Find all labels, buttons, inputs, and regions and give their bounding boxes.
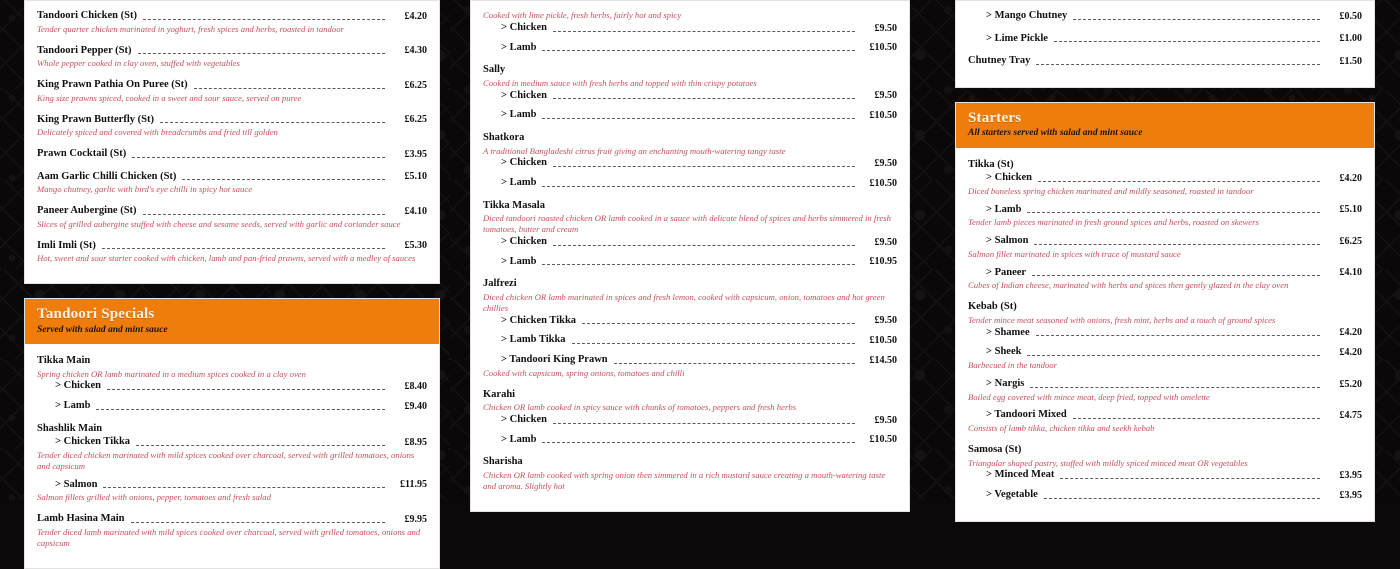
sundries-card: [955, 0, 1375, 88]
section-body: [956, 148, 1374, 521]
menu-item-description: Consists of lamb tikka, chicken tikka and seekh kebab: [968, 423, 1362, 434]
leader-dots: [1027, 354, 1320, 356]
menu-group: [968, 443, 1362, 502]
menu-option: [968, 234, 1362, 260]
menu-group-title: Karahi: [483, 388, 897, 402]
menu-item-name: > Lamb: [483, 255, 536, 269]
menu-option-row[interactable]: [483, 108, 897, 122]
menu-item: [37, 78, 427, 104]
leader-dots: [542, 185, 855, 187]
menu-item-description: Tender diced lamb marinated with mild spices cooked over charcoal, served with grilled tomatoes, onions and capsicum: [37, 527, 427, 549]
menu-option-row[interactable]: [968, 345, 1362, 359]
menu-item-name: Chutney Tray: [968, 54, 1030, 68]
menu-group: [483, 388, 897, 447]
menu-option-row[interactable]: [37, 399, 427, 413]
section-subtitle: Served with salad and mint sauce: [37, 325, 427, 336]
menu-item-name: > Lamb Tikka: [483, 333, 566, 347]
menu-option-row[interactable]: [483, 235, 897, 249]
menu-item-row[interactable]: [37, 239, 427, 253]
menu-option-row[interactable]: [483, 255, 897, 269]
menu-item-description: Cubes of Indian cheese, marinated with herbs and spices then gently glazed in the clay oven: [968, 280, 1362, 291]
menu-item-description: Tender diced chicken marinated with mild spices cooked over charcoal, served with grilled tomatoes, onions and capsicum: [37, 450, 427, 472]
menu-group: [968, 158, 1362, 292]
menu-option: [968, 468, 1362, 482]
menu-option-row[interactable]: [968, 171, 1362, 185]
menu-option: [37, 399, 427, 413]
menu-option: [968, 171, 1362, 197]
leader-dots: [136, 444, 385, 446]
leader-dots: [138, 52, 385, 54]
section-header: [25, 299, 439, 344]
menu-item-description: Barbecued in the tandoor: [968, 360, 1362, 371]
leader-dots: [1032, 274, 1320, 276]
menu-item-price: £11.95: [391, 478, 427, 491]
menu-item-price: £5.20: [1326, 378, 1362, 391]
menu-item-name: > Chicken: [483, 89, 547, 103]
menu-group: [37, 354, 427, 413]
leader-dots: [1038, 180, 1320, 182]
leader-dots: [1036, 334, 1320, 336]
menu-item-price: £0.50: [1326, 10, 1362, 23]
menu-item-description: Triangular shaped pastry, stuffed with mildly spiced minced meat OR vegetables: [968, 458, 1362, 469]
menu-item-price: £6.25: [1326, 235, 1362, 248]
menu-group-title: Shashlik Main: [37, 422, 427, 436]
menu-group-title: Kebab (St): [968, 300, 1362, 314]
menu-item-name: > Lamb: [483, 41, 536, 55]
menu-group: [483, 199, 897, 269]
menu-item-price: £3.95: [391, 148, 427, 161]
tandoori-specials-section: [24, 298, 440, 568]
menu-item-description: Slices of grilled aubergine stuffed with cheese and sesame seeds, served with garlic and coriander sauce: [37, 219, 427, 230]
menu-item-name: > Lamb: [37, 399, 90, 413]
menu-item-description: Chicken OR lamb cooked in spicy sauce with chunks of tomatoes, peppers and fresh herbs: [483, 402, 897, 413]
section-header: [956, 103, 1374, 148]
menu-item-price: £10.50: [861, 433, 897, 446]
menu-option: [483, 176, 897, 190]
menu-item-name: Imli Imli (St): [37, 239, 96, 253]
menu-item-price: £9.50: [861, 22, 897, 35]
menu-item-price: £4.10: [1326, 266, 1362, 279]
menu-item-price: £10.50: [861, 334, 897, 347]
menu-item-name: > Chicken Tikka: [483, 314, 576, 328]
leader-dots: [107, 388, 385, 390]
menu-item-price: £1.00: [1326, 32, 1362, 45]
menu-group: [483, 455, 897, 491]
menu-item-name: > Minced Meat: [968, 468, 1054, 482]
menu-item-row[interactable]: [968, 9, 1362, 23]
menu-item: [968, 54, 1362, 68]
menu-item-row[interactable]: [37, 170, 427, 184]
menu-group-title: Tikka Main: [37, 354, 427, 368]
menu-item-name: > Chicken Tikka: [37, 435, 130, 449]
menu-group: [483, 277, 897, 378]
menu-group: [483, 10, 897, 54]
menu-item-name: Aam Garlic Chilli Chicken (St): [37, 170, 176, 184]
menu-item-name: Tandoori Chicken (St): [37, 9, 137, 23]
menu-group-title: Jalfrezi: [483, 277, 897, 291]
menu-item-description: Tender lamb pieces marinated in fresh ground spices and herbs, roasted on skewers: [968, 217, 1362, 228]
menu-item-description: Mango chutney, garlic with bird's eye chilli in spicy hot sauce: [37, 184, 427, 195]
menu-item-name: > Chicken: [968, 171, 1032, 185]
leader-dots: [1054, 40, 1320, 42]
menu-item-name: Lamb Hasina Main: [37, 512, 125, 526]
menu-item-price: £9.50: [861, 89, 897, 102]
menu-item-description: Chicken OR lamb cooked with spring onion then simmered in a rich mustard sauce creating a mouth-watering taste and aroma. Slightly hot: [483, 470, 897, 492]
menu-item-name: > Shamee: [968, 326, 1030, 340]
menu-item-price: £4.20: [391, 10, 427, 23]
leader-dots: [1034, 243, 1320, 245]
menu-item-price: £1.50: [1326, 55, 1362, 68]
leader-dots: [553, 244, 855, 246]
leader-dots: [143, 18, 385, 20]
menu-column-middle: [470, 0, 910, 512]
menu-item-name: > Tandoori Mixed: [968, 408, 1067, 422]
menu-item: [37, 147, 427, 161]
menu-option: [37, 435, 427, 471]
menu-option: [483, 89, 897, 103]
leader-dots: [96, 408, 385, 410]
menu-item-name: Paneer Aubergine (St): [37, 204, 137, 218]
leader-dots: [1030, 386, 1320, 388]
leader-dots: [102, 247, 385, 249]
menu-option: [968, 345, 1362, 371]
menu-item-description: Diced chicken OR lamb marinated in spices and fresh lemon, cooked with capsicum, onion, tomatoes and hot green chillies: [483, 292, 897, 314]
menu-option: [968, 377, 1362, 403]
menu-option-row[interactable]: [968, 203, 1362, 217]
menu-item-row[interactable]: [968, 54, 1362, 68]
menu-item-price: £10.50: [861, 41, 897, 54]
leader-dots: [542, 263, 855, 265]
menu-item-name: > Chicken: [483, 413, 547, 427]
menu-option-row[interactable]: [968, 266, 1362, 280]
menu-item-name: King Prawn Butterfly (St): [37, 113, 154, 127]
menu-item-row[interactable]: [37, 44, 427, 58]
menu-item: [37, 113, 427, 139]
menu-item-description: A traditional Bangladeshi citrus fruit giving an enchanting mouth-watering tangy taste: [483, 146, 897, 157]
menu-option-row[interactable]: [483, 89, 897, 103]
menu-item-name: > Mango Chutney: [968, 9, 1067, 23]
menu-option-row[interactable]: [483, 176, 897, 190]
menu-column-right: [955, 0, 1375, 522]
menu-option: [968, 408, 1362, 434]
leader-dots: [1073, 18, 1320, 20]
menu-item-price: £10.50: [861, 177, 897, 190]
menu-option: [483, 314, 897, 328]
leader-dots: [1060, 477, 1320, 479]
menu-item: [37, 239, 427, 265]
menu-item-row[interactable]: [37, 9, 427, 23]
leader-dots: [1073, 417, 1320, 419]
menu-option-row[interactable]: [483, 314, 897, 328]
section-subtitle: All starters served with salad and mint sauce: [968, 128, 1362, 139]
section-title: Tandoori Specials: [37, 306, 427, 323]
menu-group: [483, 131, 897, 190]
menu-group: [483, 63, 897, 122]
menu-option-row[interactable]: [483, 353, 897, 367]
menu-item-description: Tender quarter chicken marinated in yoghurt, fresh spices and herbs, roasted in tandoor: [37, 24, 427, 35]
menu-group-title: Sharisha: [483, 455, 897, 469]
menu-option-row[interactable]: [483, 21, 897, 35]
menu-item: [37, 170, 427, 196]
menu-group-title: Tikka Masala: [483, 199, 897, 213]
menu-option: [483, 156, 897, 170]
menu-item-description: Delicately spiced and covered with breadcrumbs and fried till golden: [37, 127, 427, 138]
menu-option-row[interactable]: [483, 413, 897, 427]
menu-item-description: Spring chicken OR lamb marinated in a medium spices cooked in a clay oven: [37, 369, 427, 380]
menu-item-name: Prawn Cocktail (St): [37, 147, 126, 161]
menu-option-row[interactable]: [37, 478, 427, 492]
menu-option-row[interactable]: [483, 41, 897, 55]
menu-item-name: Tandoori Pepper (St): [37, 44, 132, 58]
menu-item-name: > Nargis: [968, 377, 1024, 391]
menu-item-name: > Lamb: [968, 203, 1021, 217]
menu-item-price: £6.25: [391, 79, 427, 92]
leader-dots: [553, 97, 855, 99]
menu-option-row[interactable]: [968, 408, 1362, 422]
menu-item-price: £9.95: [391, 513, 427, 526]
leader-dots: [1027, 211, 1320, 213]
menu-option: [483, 413, 897, 427]
menu-option: [483, 108, 897, 122]
menu-item-row[interactable]: [968, 32, 1362, 46]
menu-item-description: Cooked with lime pickle, fresh herbs, fairly hot and spicy: [483, 10, 897, 21]
leader-dots: [160, 121, 385, 123]
leader-dots: [143, 213, 385, 215]
menu-item-price: £5.10: [1326, 203, 1362, 216]
menu-option-row[interactable]: [37, 435, 427, 449]
menu-item-price: £8.95: [391, 436, 427, 449]
leader-dots: [542, 441, 855, 443]
menu-item: [968, 32, 1362, 46]
menu-option-row[interactable]: [483, 433, 897, 447]
menu-option: [968, 266, 1362, 292]
menu-item-price: £9.50: [861, 414, 897, 427]
menu-item: [37, 44, 427, 70]
menu-item-price: £9.50: [861, 157, 897, 170]
menu-item-price: £10.50: [861, 109, 897, 122]
menu-item-price: £8.40: [391, 380, 427, 393]
menu-item-description: Tender mince meat seasoned with onions, fresh mint, herbs and a touch of ground spices: [968, 315, 1362, 326]
menu-option: [483, 353, 897, 379]
menu-option-row[interactable]: [968, 234, 1362, 248]
menu-option-row[interactable]: [968, 326, 1362, 340]
menu-item-description: Diced boneless spring chicken marinated and mildly seasoned, roasted in tandoor: [968, 186, 1362, 197]
menu-item-name: > Lamb: [483, 108, 536, 122]
menu-option: [483, 41, 897, 55]
leader-dots: [553, 30, 855, 32]
menu-item-row[interactable]: [37, 204, 427, 218]
menu-option: [483, 21, 897, 35]
main-dishes-card: [470, 0, 910, 512]
menu-item-name: > Chicken: [483, 235, 547, 249]
leader-dots: [182, 178, 385, 180]
menu-option: [483, 433, 897, 447]
menu-item-price: £4.10: [391, 205, 427, 218]
menu-item-description: Cooked with capsicum, spring onions, tomatoes and chilli: [483, 368, 897, 379]
menu-item-price: £3.95: [1326, 469, 1362, 482]
menu-option-row[interactable]: [483, 333, 897, 347]
menu-item-name: King Prawn Pathia On Puree (St): [37, 78, 188, 92]
leader-dots: [1036, 63, 1320, 65]
menu-option: [968, 203, 1362, 229]
leader-dots: [582, 322, 855, 324]
menu-item-price: £5.30: [391, 239, 427, 252]
leader-dots: [542, 49, 855, 51]
menu-item-name: > Tandoori King Prawn: [483, 353, 608, 367]
menu-option: [483, 333, 897, 347]
leader-dots: [572, 342, 855, 344]
menu-option: [483, 235, 897, 249]
menu-item-price: £9.50: [861, 314, 897, 327]
menu-item-price: £3.95: [1326, 489, 1362, 502]
menu-item-price: £4.20: [1326, 326, 1362, 339]
menu-item-price: £9.50: [861, 236, 897, 249]
menu-item-description: Salmon fillets grilled with onions, pepper, tomatoes and fresh salad: [37, 492, 427, 503]
menu-item-name: > Salmon: [968, 234, 1028, 248]
menu-item-price: £4.20: [1326, 172, 1362, 185]
menu-group-title: Samosa (St): [968, 443, 1362, 457]
menu-option: [37, 379, 427, 393]
menu-group: [37, 422, 427, 504]
leader-dots: [542, 117, 855, 119]
menu-item: [37, 204, 427, 230]
menu-item-row[interactable]: [37, 78, 427, 92]
menu-item-description: Salmon fillet marinated in spices with trace of mustard sauce: [968, 249, 1362, 260]
menu-item-name: > Chicken: [37, 379, 101, 393]
leader-dots: [132, 156, 385, 158]
menu-item-name: > Sheek: [968, 345, 1021, 359]
menu-item-price: £9.40: [391, 400, 427, 413]
menu-group-title: Sally: [483, 63, 897, 77]
menu-group-title: Shatkora: [483, 131, 897, 145]
menu-item-description: Hot, sweet and sour starter cooked with chicken, lamb and pan-fried prawns, served with a medley of sauces: [37, 253, 427, 264]
menu-item-description: Cooked in medium sauce with fresh herbs and topped with thin crispy potatoes: [483, 78, 897, 89]
menu-option: [37, 478, 427, 504]
starters-section: [955, 102, 1375, 522]
menu-item-price: £4.30: [391, 44, 427, 57]
leader-dots: [553, 422, 855, 424]
menu-option-row[interactable]: [483, 156, 897, 170]
menu-item-name: > Lamb: [483, 176, 536, 190]
menu-option-row[interactable]: [37, 379, 427, 393]
menu-item-price: £5.10: [391, 170, 427, 183]
starters-continued-card: [24, 0, 440, 284]
menu-item-price: £14.50: [861, 354, 897, 367]
menu-item-name: > Lime Pickle: [968, 32, 1048, 46]
leader-dots: [614, 362, 855, 364]
menu-item-row[interactable]: [37, 147, 427, 161]
menu-item-price: £4.75: [1326, 409, 1362, 422]
menu-option-row[interactable]: [968, 377, 1362, 391]
menu-option: [483, 255, 897, 269]
menu-group-title: Tikka (St): [968, 158, 1362, 172]
menu-item-row[interactable]: [37, 113, 427, 127]
menu-item-price: £4.20: [1326, 346, 1362, 359]
leader-dots: [131, 521, 385, 523]
menu-option-row[interactable]: [968, 468, 1362, 482]
menu-item-price: £10.95: [861, 255, 897, 268]
menu-item: [968, 9, 1362, 23]
menu-column-left: [24, 0, 440, 569]
menu-item-description: Diced tandoori roasted chicken OR lamb cooked in a sauce with delicate blend of spices and herbs simmered in fresh tomatoes, butter and cream: [483, 213, 897, 235]
menu-item-row[interactable]: [37, 512, 427, 526]
menu-item-name: > Chicken: [483, 21, 547, 35]
menu-item-name: > Paneer: [968, 266, 1026, 280]
menu-item-name: > Salmon: [37, 478, 97, 492]
section-title: Starters: [968, 110, 1362, 127]
menu-item-name: > Vegetable: [968, 488, 1038, 502]
menu-item: [37, 512, 427, 548]
leader-dots: [103, 486, 385, 488]
section-body: [25, 344, 439, 568]
menu-item-name: > Chicken: [483, 156, 547, 170]
leader-dots: [1044, 497, 1320, 499]
leader-dots: [194, 87, 385, 89]
menu-item-description: Whole pepper cooked in clay oven, stuffed with vegetables: [37, 58, 427, 69]
menu-item-name: > Lamb: [483, 433, 536, 447]
menu-option: [968, 326, 1362, 340]
menu-group: [968, 300, 1362, 434]
menu-item-price: £6.25: [391, 113, 427, 126]
leader-dots: [553, 165, 855, 167]
menu-item-description: King size prawns spiced, cooked in a sweet and sour sauce, served on puree: [37, 93, 427, 104]
menu-item: [37, 9, 427, 35]
menu-item-description: Boiled egg covered with mince meat, deep fried, topped with omelette: [968, 392, 1362, 403]
